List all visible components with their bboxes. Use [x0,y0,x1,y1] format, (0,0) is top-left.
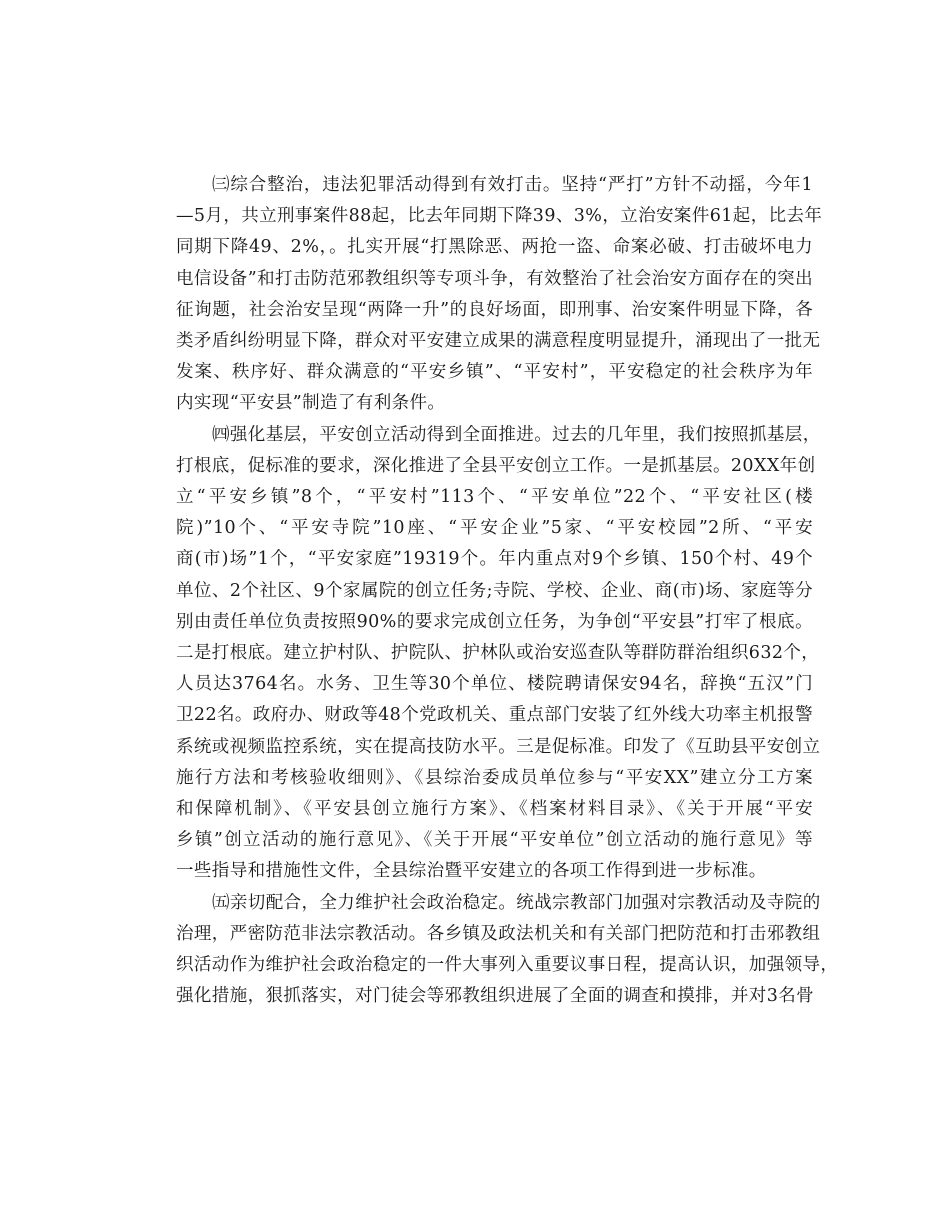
text-line: 电信设备”和打击防范邪教组织等专项斗争，有效整治了社会治安方面存在的突出 [176,268,813,289]
text-line: 系统或视频监控系统，实在提高技防水平。三是促标准。印发了《互助县平安创立 [176,736,821,757]
text-line: 治理，严密防范非法宗教活动。各乡镇及政法机关和有关部门把防范和打击邪教组 [176,923,821,944]
text-line: 单位、2个社区、9个家属院的创立任务;寺院、学校、企业、商(市)场、家庭等分 [176,580,813,601]
text-line: 织活动作为维护社会政治稳定的一件大事列入重要议事日程，提高认识，加强领导， [176,955,839,976]
text-line: 和保障机制》、《平安县创立施行方案》、《档案材料目录》、《关于开展“平安 [176,799,813,820]
text-line: 卫22名。政府办、财政等48个党政机关、重点部门安装了红外线大功率主机报警 [176,705,813,726]
text-line: 乡镇”创立活动的施行意见》、《关于开展“平安单位”创立活动的施行意见》等 [176,830,813,851]
text-line: 二是打根底。建立护村队、护院队、护林队或治安巡查队等群防群治组织632个， [176,643,820,664]
text-line: 打根底，促标准的要求，深化推进了全县平安创立工作。一是抓基层。20XX年创 [176,455,816,476]
text-line: ㈣强化基层，平安创立活动得到全面推进。过去的几年里，我们按照抓基层， [212,424,821,445]
text-line: 同期下降49、2%，。扎实开展“打黑除恶、两抢一盗、命案必破、打击破坏电力 [176,237,813,258]
text-line: 内实现“平安县”制造了有利条件。 [176,393,446,414]
text-line: 强化措施，狠抓落实，对门徒会等邪教组织进展了全面的调查和摸排，并对3名骨 [176,986,815,1007]
text-line: 人员达3764名。水务、卫生等30个单位、楼院聘请保安94名，辞换“五汉”门 [176,674,813,695]
paragraph-close-cooperation [141,888,839,1013]
text-line: 商(市)场”1个，“平安家庭”19319个。年内重点对9个乡镇、150个村、49个 [176,549,813,570]
text-line: ㈤亲切配合，全力维护社会政治稳定。统战宗教部门加强对宗教活动及寺院的 [212,892,821,913]
text-line: 发案、秩序好、群众满意的“平安乡镇”、“平安村”，平安稳定的社会秩序为年 [176,362,813,383]
document-body [141,170,839,1012]
text-line: 别由责任单位负责按照90%的要求完成创立任务，为争创“平安县”打牢了根底。 [176,611,813,632]
paragraph-strengthen-grassroots [141,420,821,888]
text-line: —5月，共立刑事案件88起，比去年同期下降39、3%，立治安案件61起，比去年 [176,206,823,227]
paragraph-comprehensive-rectification [141,170,823,420]
text-line: ㈢综合整治，违法犯罪活动得到有效打击。坚持“严打”方针不动摇，今年1 [212,175,813,195]
text-line: 类矛盾纠纷明显下降，群众对平安建立成果的满意程度明显提升，涌现出了一批无 [176,331,821,352]
text-line: 征询题，社会治安呈现“两降一升”的良好场面，即刑事、治安案件明显下降，各 [176,299,813,320]
text-line: 院)”10个、“平安寺院”10座、“平安企业”5家、“平安校园”2所、“平安 [176,518,813,539]
text-line: 一些指导和措施性文件，全县综治暨平安建立的各项工作得到进一步标准。 [176,861,767,882]
text-line: 立“平安乡镇”8个，“平安村”113个、“平安单位”22个、“平安社区(楼 [176,487,813,508]
text-line: 施行方法和考核验收细则》、《县综治委成员单位参与“平安XX”建立分工方案 [176,767,813,788]
